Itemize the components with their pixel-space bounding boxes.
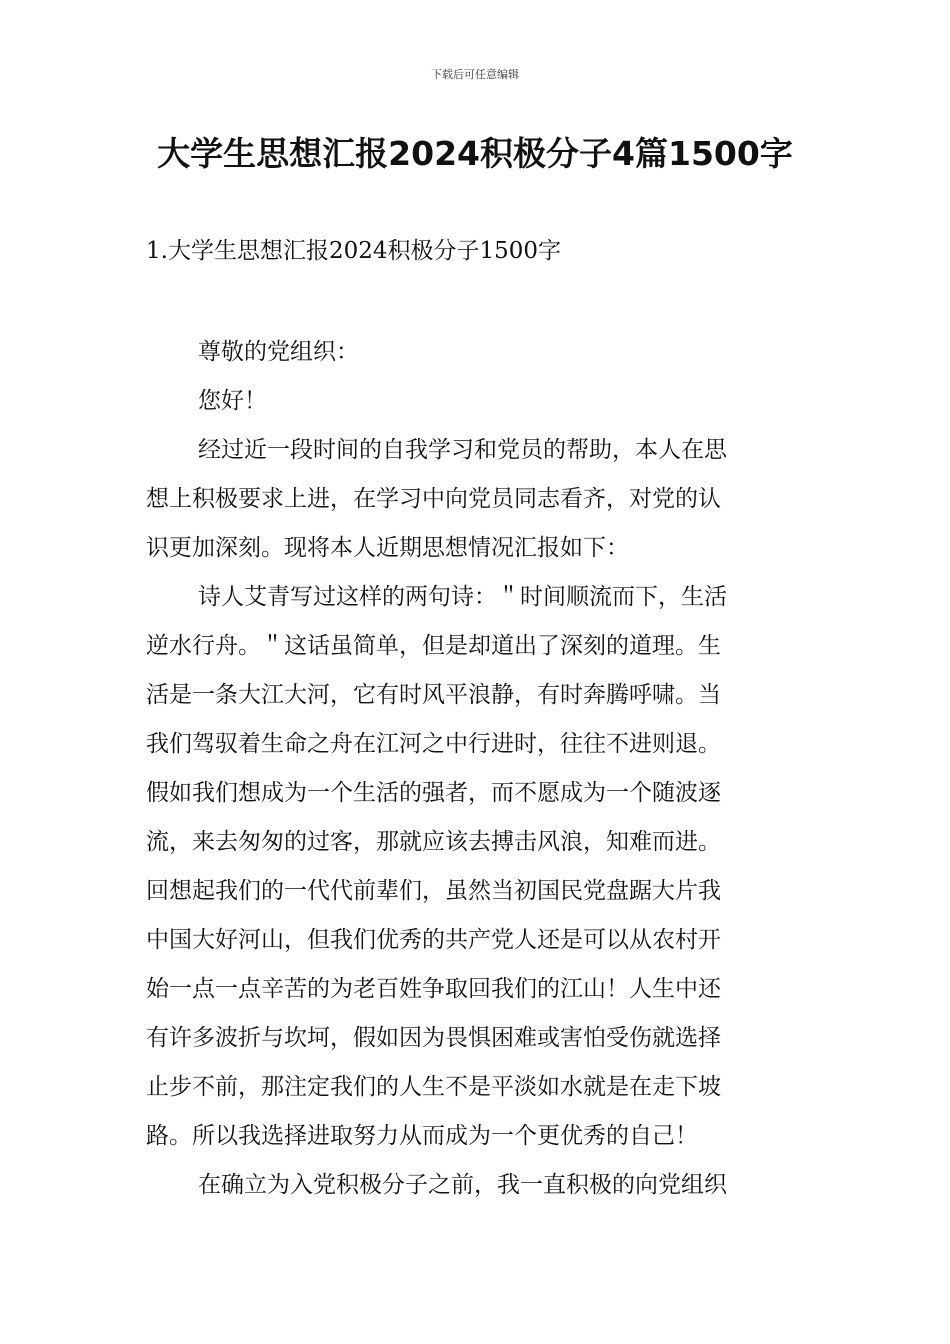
body-line: 活是一条大江大河，它有时风平浪静，有时奔腾呼啸。当 bbox=[146, 682, 721, 708]
header-note: 下载后可任意编辑 bbox=[431, 68, 519, 81]
body-line: 止步不前，那注定我们的人生不是平淡如水就是在走下坡 bbox=[146, 1074, 721, 1100]
body-line: 您好！ bbox=[198, 388, 267, 414]
body-line: 在确立为入党积极分子之前，我一直积极的向党组织 bbox=[198, 1172, 727, 1198]
body-text bbox=[146, 328, 808, 1210]
body-line: 中国大好河山，但我们优秀的共产党人还是可以从农村开 bbox=[146, 927, 721, 953]
body-line: 想上积极要求上进，在学习中向党员同志看齐，对党的认 bbox=[146, 486, 721, 512]
body-line: 经过近一段时间的自我学习和党员的帮助，本人在思 bbox=[198, 437, 727, 463]
body-line: 路。所以我选择进取努力从而成为一个更优秀的自己！ bbox=[146, 1123, 698, 1149]
body-line: 假如我们想成为一个生活的强者，而不愿成为一个随波逐 bbox=[146, 780, 721, 806]
body-line: 有许多波折与坎坷，假如因为畏惧困难或害怕受伤就选择 bbox=[146, 1025, 721, 1051]
body-line: 流，来去匆匆的过客，那就应该去搏击风浪，知难而进。 bbox=[146, 829, 721, 855]
body-line: 尊敬的党组织： bbox=[198, 339, 359, 365]
body-line: 识更加深刻。现将本人近期思想情况汇报如下： bbox=[146, 535, 629, 561]
body-line: 诗人艾青写过这样的两句诗：＂时间顺流而下，生活 bbox=[198, 584, 727, 610]
body-line: 我们驾驭着生命之舟在江河之中行进时，往往不进则退。 bbox=[146, 731, 721, 757]
body-line: 逆水行舟。＂这话虽简单，但是却道出了深刻的道理。生 bbox=[146, 633, 721, 659]
section-heading: 1.大学生思想汇报2024积极分子1500字 bbox=[146, 238, 562, 264]
paragraph-block bbox=[146, 328, 808, 1210]
document-title: 大学生思想汇报2024积极分子4篇1500字 bbox=[157, 134, 793, 173]
body-line: 回想起我们的一代代前辈们，虽然当初国民党盘踞大片我 bbox=[146, 878, 721, 904]
body-line: 始一点一点辛苦的为老百姓争取回我们的江山！人生中还 bbox=[146, 976, 721, 1002]
